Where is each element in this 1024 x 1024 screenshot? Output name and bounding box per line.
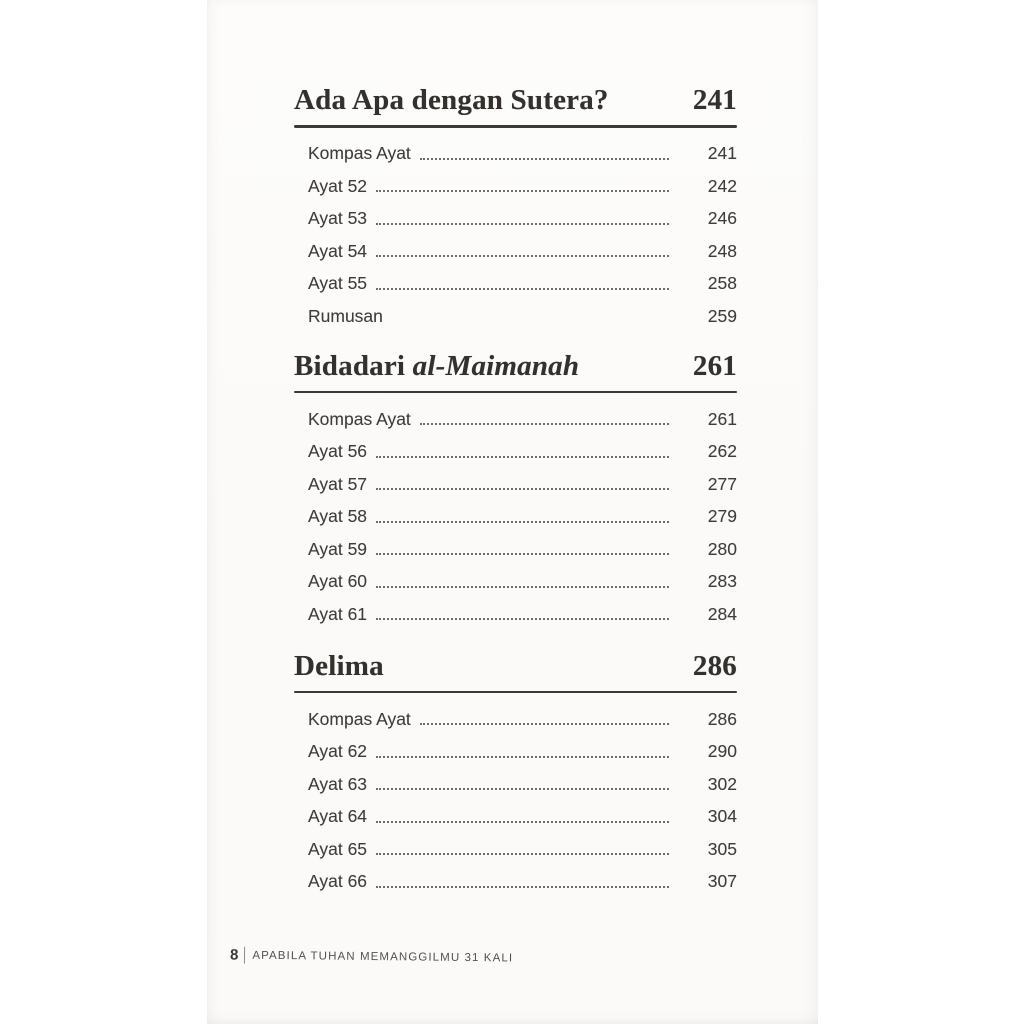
entry-page-number: 248	[707, 240, 737, 261]
entry-label: Ayat 62	[308, 741, 368, 762]
entry-label: Ayat 54	[308, 240, 368, 261]
toc-entry	[294, 468, 737, 501]
leader-dots	[376, 821, 669, 823]
toc-entry	[294, 768, 737, 801]
toc-section	[294, 84, 737, 333]
footer-page-number: 8	[229, 946, 239, 964]
entry-label: Ayat 64	[308, 806, 368, 827]
toc-entry	[294, 566, 737, 599]
toc-section	[294, 350, 737, 631]
section-rule	[294, 691, 737, 694]
section-rule	[294, 125, 737, 128]
entry-page-number: 283	[707, 571, 737, 592]
toc-entry	[294, 533, 737, 566]
entry-page-number: 277	[707, 473, 737, 494]
entry-page-number: 279	[707, 506, 737, 527]
leader-dots	[420, 423, 669, 425]
entry-page-number: 242	[707, 175, 737, 196]
section-entries	[294, 138, 737, 333]
entry-label: Ayat 58	[308, 506, 368, 527]
toc-entry	[294, 436, 737, 469]
section-heading	[294, 84, 737, 117]
entry-page-number: 290	[707, 741, 737, 762]
footer-book-title: APABILA TUHAN MEMANGGILMU 31 KALI	[252, 949, 514, 964]
entry-page-number: 307	[707, 871, 737, 892]
entry-label: Ayat 65	[308, 838, 368, 859]
leader-dots	[376, 521, 669, 523]
toc-section	[294, 650, 737, 899]
section-title: Ada Apa dengan Sutera?	[294, 84, 609, 116]
entry-label: Kompas Ayat	[308, 408, 411, 429]
toc-entry	[294, 235, 737, 268]
entry-label: Kompas Ayat	[308, 143, 411, 164]
section-entries	[294, 403, 737, 631]
toc-entry	[294, 736, 737, 769]
entry-page-number: 302	[707, 773, 737, 794]
entry-page-number: 258	[707, 273, 737, 294]
toc-entry	[294, 501, 737, 534]
footer-divider	[244, 947, 245, 964]
section-heading	[294, 350, 737, 383]
entry-page-number: 280	[707, 538, 737, 559]
toc-entry	[294, 703, 737, 736]
toc-entry	[294, 268, 737, 301]
entry-label: Ayat 56	[308, 441, 368, 462]
leader-dots	[376, 255, 669, 257]
section-page-number: 241	[692, 84, 737, 116]
leader-dots	[376, 618, 669, 620]
leader-dots	[376, 756, 669, 758]
entry-label: Ayat 55	[308, 273, 368, 294]
entry-label: Ayat 53	[308, 208, 368, 229]
leader-dots	[376, 456, 669, 458]
leader-dots	[420, 158, 669, 160]
entry-page-number: 284	[707, 603, 737, 624]
entry-label: Rumusan	[308, 305, 383, 326]
section-rule	[294, 391, 737, 394]
entry-label: Kompas Ayat	[308, 708, 411, 729]
entry-page-number: 259	[707, 305, 737, 326]
toc-entry	[294, 801, 737, 834]
entry-label: Ayat 52	[308, 175, 368, 196]
toc-entry	[294, 300, 737, 333]
leader-dots	[376, 288, 669, 290]
leader-dots	[376, 553, 669, 555]
toc-entry	[294, 138, 737, 171]
entry-label: Ayat 61	[308, 603, 368, 624]
section-page-number: 286	[692, 649, 737, 682]
entry-label: Ayat 63	[308, 773, 368, 794]
page-footer	[230, 947, 513, 967]
entry-page-number: 261	[707, 408, 737, 429]
section-entries	[294, 703, 737, 898]
section-page-number: 261	[692, 349, 737, 382]
toc-entry	[294, 866, 737, 899]
entry-page-number: 304	[707, 806, 737, 827]
leader-dots	[376, 788, 669, 790]
entry-label: Ayat 60	[308, 571, 368, 592]
leader-dots	[376, 223, 669, 225]
section-heading	[294, 650, 737, 683]
toc-entry	[294, 203, 737, 236]
entry-page-number: 241	[707, 143, 737, 164]
leader-dots	[376, 488, 669, 490]
entry-page-number: 286	[707, 708, 737, 729]
leader-dots	[376, 586, 669, 588]
toc-entry	[294, 170, 737, 203]
leader-dots	[376, 853, 669, 855]
section-title: Delima	[294, 649, 384, 682]
entry-page-number: 305	[707, 838, 737, 859]
leader-dots	[420, 723, 669, 725]
toc-entry	[294, 598, 737, 631]
entry-page-number: 246	[707, 208, 737, 229]
entry-label: Ayat 57	[308, 473, 368, 494]
book-page	[207, 0, 818, 1024]
entry-label: Ayat 59	[308, 538, 368, 559]
toc-entry	[294, 403, 737, 436]
section-title: Bidadari al-Maimanah	[294, 349, 580, 382]
entry-page-number: 262	[707, 441, 737, 462]
leader-dots	[376, 886, 669, 888]
toc-entry	[294, 833, 737, 866]
table-of-contents	[294, 0, 737, 898]
leader-dots	[376, 190, 669, 192]
entry-label: Ayat 66	[308, 871, 368, 892]
